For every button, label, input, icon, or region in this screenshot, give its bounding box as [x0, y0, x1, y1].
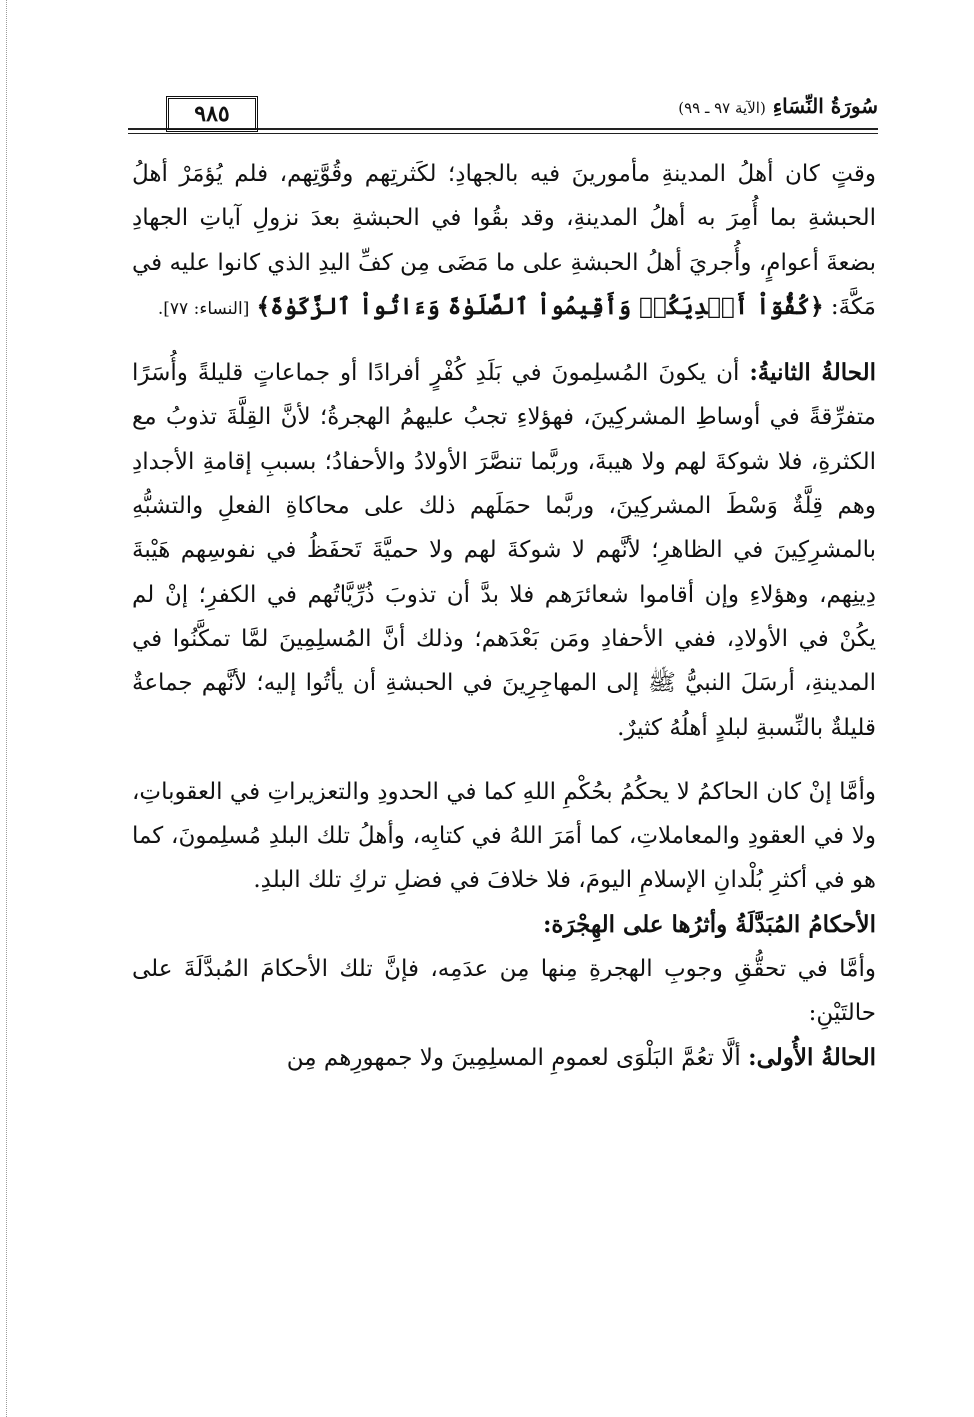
paragraph-5 — [132, 1036, 876, 1080]
paragraph-gap — [132, 750, 876, 770]
quran-citation: [النساء: ٧٧]. — [157, 298, 250, 319]
surah-title: سُورَةُ النِّسَاءِ — [772, 94, 878, 118]
running-title — [678, 94, 878, 118]
paragraph-2-text: أن يكونَ المُسلِمونَ في بَلَدِ كُفْرٍ أفرادًا أو جماعاتٍ قليلةً وأُسَرًا متفرِّقةً في أوساطِ المشركِينَ، فهؤلاءِ تجبُ عليهمُ الهجرةُ؛ لأنَّ القِلَّةَ تذوبُ مع الكثرةِ، فلا شوكةَ لهم ولا هيبةَ، وربَّما تنصَّرَ الأولادُ والأحفادُ؛ بسببِ إقامةِ الأجدادِ وهم قِلَّةٌ وَسْطَ المشركِينَ، وربَّما حمَلَهم ذلك على محاكاةِ الفعلِ والتشبُّهِ بالمشرِكِينَ في الظاهرِ؛ لأنَّهم لا شوكةَ لهم ولا حميَّةَ تَحفَظُ في نفوسِهم هَيْبةَ دِينِهم، وهؤلاءِ وإن أقاموا شعائرَهم فلا بدَّ أن تذوبَ ذُرِّيَّاتُهم في الكفرِ؛ إنْ لم يكُنْ في الأولادِ، ففي الأحفادِ ومَن بَعْدَهم؛ وذلك أنَّ المُسلِمِينَ لمَّا تمكَّنُوا في المدينةِ، أرسَلَ النبيُّ ﷺ إلى المهاجِرِينَ في الحبشةِ أن يأتُوا إليه؛ لأنَّهم جماعةٌ قليلةٌ بالنِّسبةِ لبلدٍ أهلُهُ كثيرٌ. — [132, 360, 876, 741]
verse-range: (الآية ٩٧ ـ ٩٩) — [678, 99, 766, 117]
paragraph-3 — [132, 770, 876, 903]
paragraph-3-text: وأمَّا إنْ كان الحاكمُ لا يحكُمُ بحُكْمِ اللهِ كما في الحدودِ والتعزيراتِ في العقوباتِ، ولا في العقودِ والمعاملاتِ، كما أمَرَ اللهُ في كتابِه، وأهلُ تلك البلدِ مُسلِمونَ، كما هو في أكثرِ بُلْدانِ الإسلامِ اليومَ، فلا خلافَ في فضلِ تركِ تلك البلدِ. — [132, 778, 876, 894]
case-one-label: الحالةُ الأُولى: — [748, 1043, 876, 1071]
paragraph-2 — [132, 351, 876, 750]
paragraph-4 — [132, 947, 876, 1036]
case-two-label: الحالةُ الثانيةُ: — [749, 359, 877, 387]
paragraph-1-text: وقتٍ كان أهلُ المدينةِ مأمورينَ فيه بالجهادِ؛ لكَثرتِهم وقُوَّتِهم، فلم يُؤمَرْ أهلُ الحبشةِ بما أُمِرَ به أهلُ المدينةِ، وقد بقُوا في الحبشةِ بعدَ نزولِ آياتِ الجهادِ بضعةَ أعوامٍ، وأُجريَ أهلُ الحبشةِ على ما مَضَى مِن كفِّ اليدِ الذي كانوا عليه في مَكَّةَ: — [132, 161, 876, 320]
quran-quote: ﴿كُفُّوٓاْ أَيۡدِيَكُمۡ وَأَقِيمُواْ ٱلصَّلَوٰةَ وَءَاتُواْ ٱلزَّكَوٰةَ﴾ — [256, 292, 824, 320]
section-heading: الأحكامُ المُبَدَّلَةُ وأثرُها على الهِجْرَة: — [542, 910, 876, 938]
page-number: ٩٨٥ — [194, 101, 230, 127]
paragraph-4-text: وأمَّا في تحقُّقِ وجوبِ الهجرةِ مِنها مِن عدَمِه، فإنَّ تلك الأحكامَ المُبدَّلَةَ على حالتَيْنِ: — [132, 956, 876, 1027]
page-number-box — [166, 96, 258, 132]
page-body — [132, 152, 876, 1392]
paragraph-5-text: ألَّا تعُمَّ البَلْوَى لعمومِ المسلِمِينَ ولا جمهورِهم مِن — [286, 1044, 741, 1071]
page-header — [128, 88, 878, 140]
header-rule-secondary — [128, 133, 878, 134]
paragraph-gap — [132, 331, 876, 351]
paragraph-1 — [132, 152, 876, 331]
page-edge-gutter — [6, 0, 8, 1417]
